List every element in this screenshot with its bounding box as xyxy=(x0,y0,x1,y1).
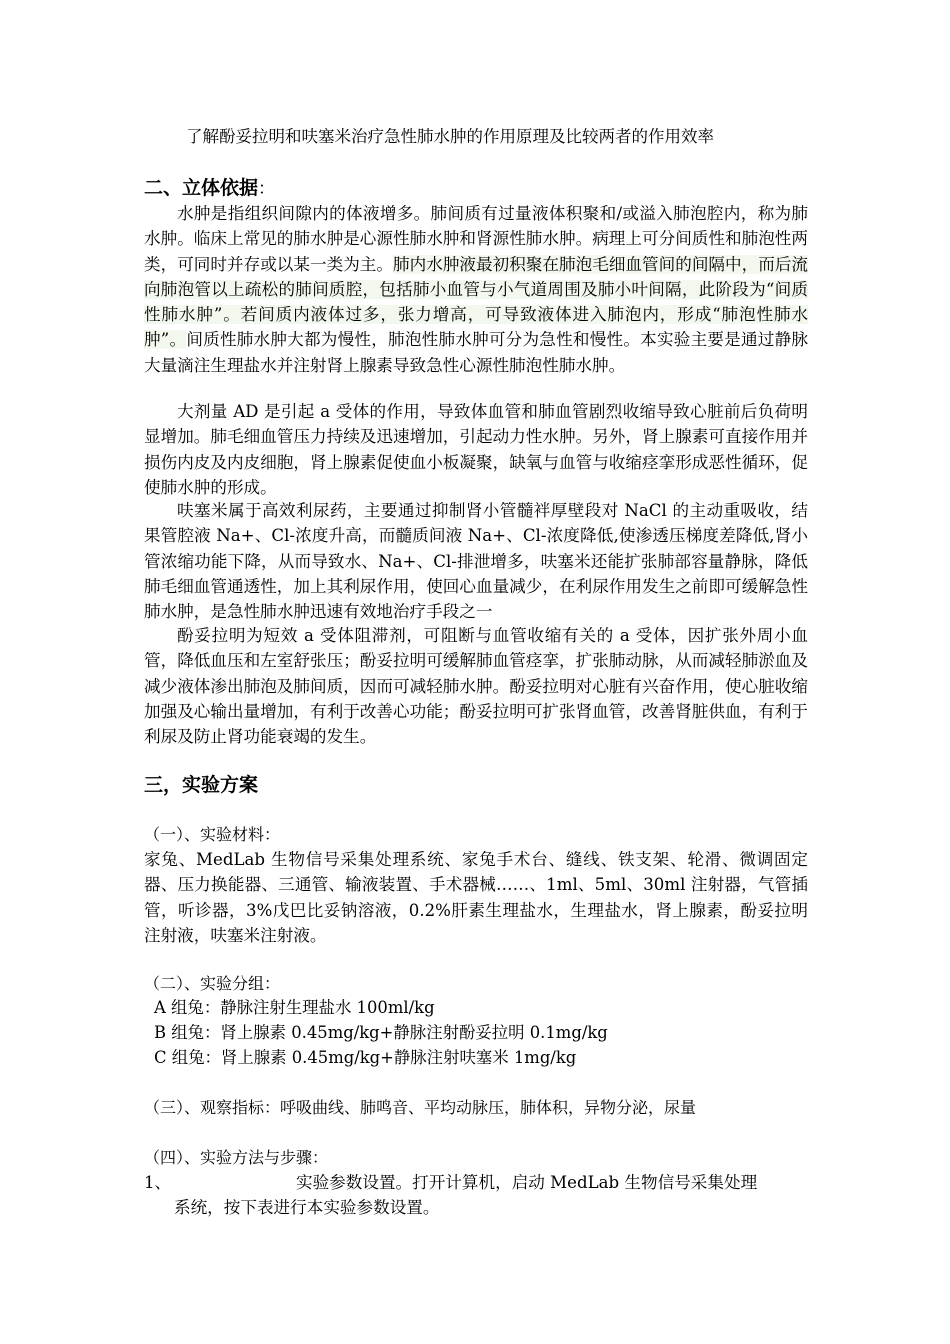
paragraph-furosemide-mechanism: 呋塞米属于高效利尿药，主要通过抑制肾小管髓袢厚壁段对 NaCl 的主动重吸收，结果管腔液 Na+、Cl-浓度升高，而髓质间液 Na+、Cl-浓度降低,使渗透压梯度差降低,肾小管浓缩功能下降，从而导致水、Na+、Cl-排泄增多，呋塞米还能扩张肺部容量静脉，降低肺毛细血管通透性，加上其利尿作用，使回心血量减少，在利尿作用发生之前即可缓解急性肺水肿，是急性肺水肿迅速有效地治疗手段之一 xyxy=(144,501,808,622)
section-2-title-tail: ： xyxy=(258,179,276,199)
paragraph-adrenaline-mechanism: 大剂量 AD 是引起 a 受体的作用，导致体血管和肺血管剧烈收缩导致心脏前后负荷明显增加。肺毛细血管压力持续及迅速增加，引起动力性水肿。另外，肾上腺素可直接作用并损伤内皮及内皮细胞，肾上腺素促使血小板凝聚，缺氧与血管与收缩痉挛形成恶性循环，促使肺水肿的形成。 xyxy=(144,402,808,497)
group-b-line: B 组兔：肾上腺素 0.45mg/kg+静脉注射酚妥拉明 0.1mg/kg xyxy=(154,1023,608,1042)
paragraph-phentolamine-mechanism: 酚妥拉明为短效 a 受体阻滞剂，可阻断与血管收缩有关的 a 受体，因扩张外周小血管，降低血压和左室舒张压；酚妥拉明可缓解肺血管痉挛，扩张肺动脉，从而减轻肺淤血及减少液体渗出肺泡及肺间质，因而可减轻肺水肿。酚妥拉明对心脏有兴奋作用，使心脏收缩加强及心输出量增加，有利于改善心功能；酚妥拉明可扩张肾血管，改善肾脏供血，有利于利尿及防止肾功能衰竭的发生。 xyxy=(144,626,808,747)
group-a-line: A 组兔：静脉注射生理盐水 100ml/kg xyxy=(154,998,435,1017)
paragraph-edema-definition xyxy=(144,201,808,378)
section-3-heading: 三，实验方案 xyxy=(144,774,259,796)
purpose-line: 了解酚妥拉明和呋塞米治疗急性肺水肿的作用原理及比较两者的作用效率 xyxy=(186,127,714,146)
step-1-line-2: 系统，按下表进行本实验参数设置。 xyxy=(174,1198,440,1217)
step-1-number: 1、 xyxy=(144,1173,172,1192)
paragraph-edema-part-a: 水肿是指组织间隙内的体液增多。肺间质有过量液体积聚和/或溢入肺泡腔内，称为肺水肿。临床上常见的肺水肿是心源性肺水肿和肾源性肺水肿。病理上可分间质性和肺泡性两类，可同时并存或以某一类为主。 xyxy=(144,204,808,274)
indicators-line: （三）、观察指标：呼吸曲线、肺鸣音、平均动脉压，肺体积，异物分泌，尿量 xyxy=(144,1098,697,1117)
paragraph-edema-part-b-highlighted: 肺内水肿液最初积聚在肺泡毛细血管间的间隔中，而后流向肺泡管以上疏松的肺间质腔，包括肺小血管与小气道周围及肺小叶间隔，此阶段为“间质性肺水肿”。若间质内液体过多，张力增高，可导致液体进入肺泡内，形成“肺泡性肺水肿”。 xyxy=(144,254,809,350)
materials-label: （一）、实验材料： xyxy=(144,825,281,844)
materials-list: 家兔、MedLab 生物信号采集处理系统、家兔手术台、缝线、铁支架、轮滑、微调固定器、压力换能器、三通管、输液装置、手术器械……、1ml、5ml、30ml 注射器，气管插管，听诊器，3%戊巴比妥钠溶液，0.2%肝素生理盐水，生理盐水，肾上腺素，酚妥拉明注射液，呋塞米注射液。 xyxy=(144,850,808,945)
step-1-line-1: 实验参数设置。打开计算机，启动 MedLab 生物信号采集处理 xyxy=(296,1173,758,1192)
group-c-line: C 组兔：肾上腺素 0.45mg/kg+静脉注射呋塞米 1mg/kg xyxy=(154,1048,577,1067)
section-2-heading xyxy=(144,175,275,202)
paragraph-edema-part-c: 间质性肺水肿大都为慢性，肺泡性肺水肿可分为急性和慢性。本实验主要是通过静脉大量滴注生理盐水并注射肾上腺素导致急性心源性肺泡性肺水肿。 xyxy=(144,330,809,375)
groups-label: （二）、实验分组： xyxy=(144,974,281,993)
section-2-title: 二、立体依据 xyxy=(144,177,259,199)
methods-label: （四）、实验方法与步骤： xyxy=(144,1148,329,1167)
